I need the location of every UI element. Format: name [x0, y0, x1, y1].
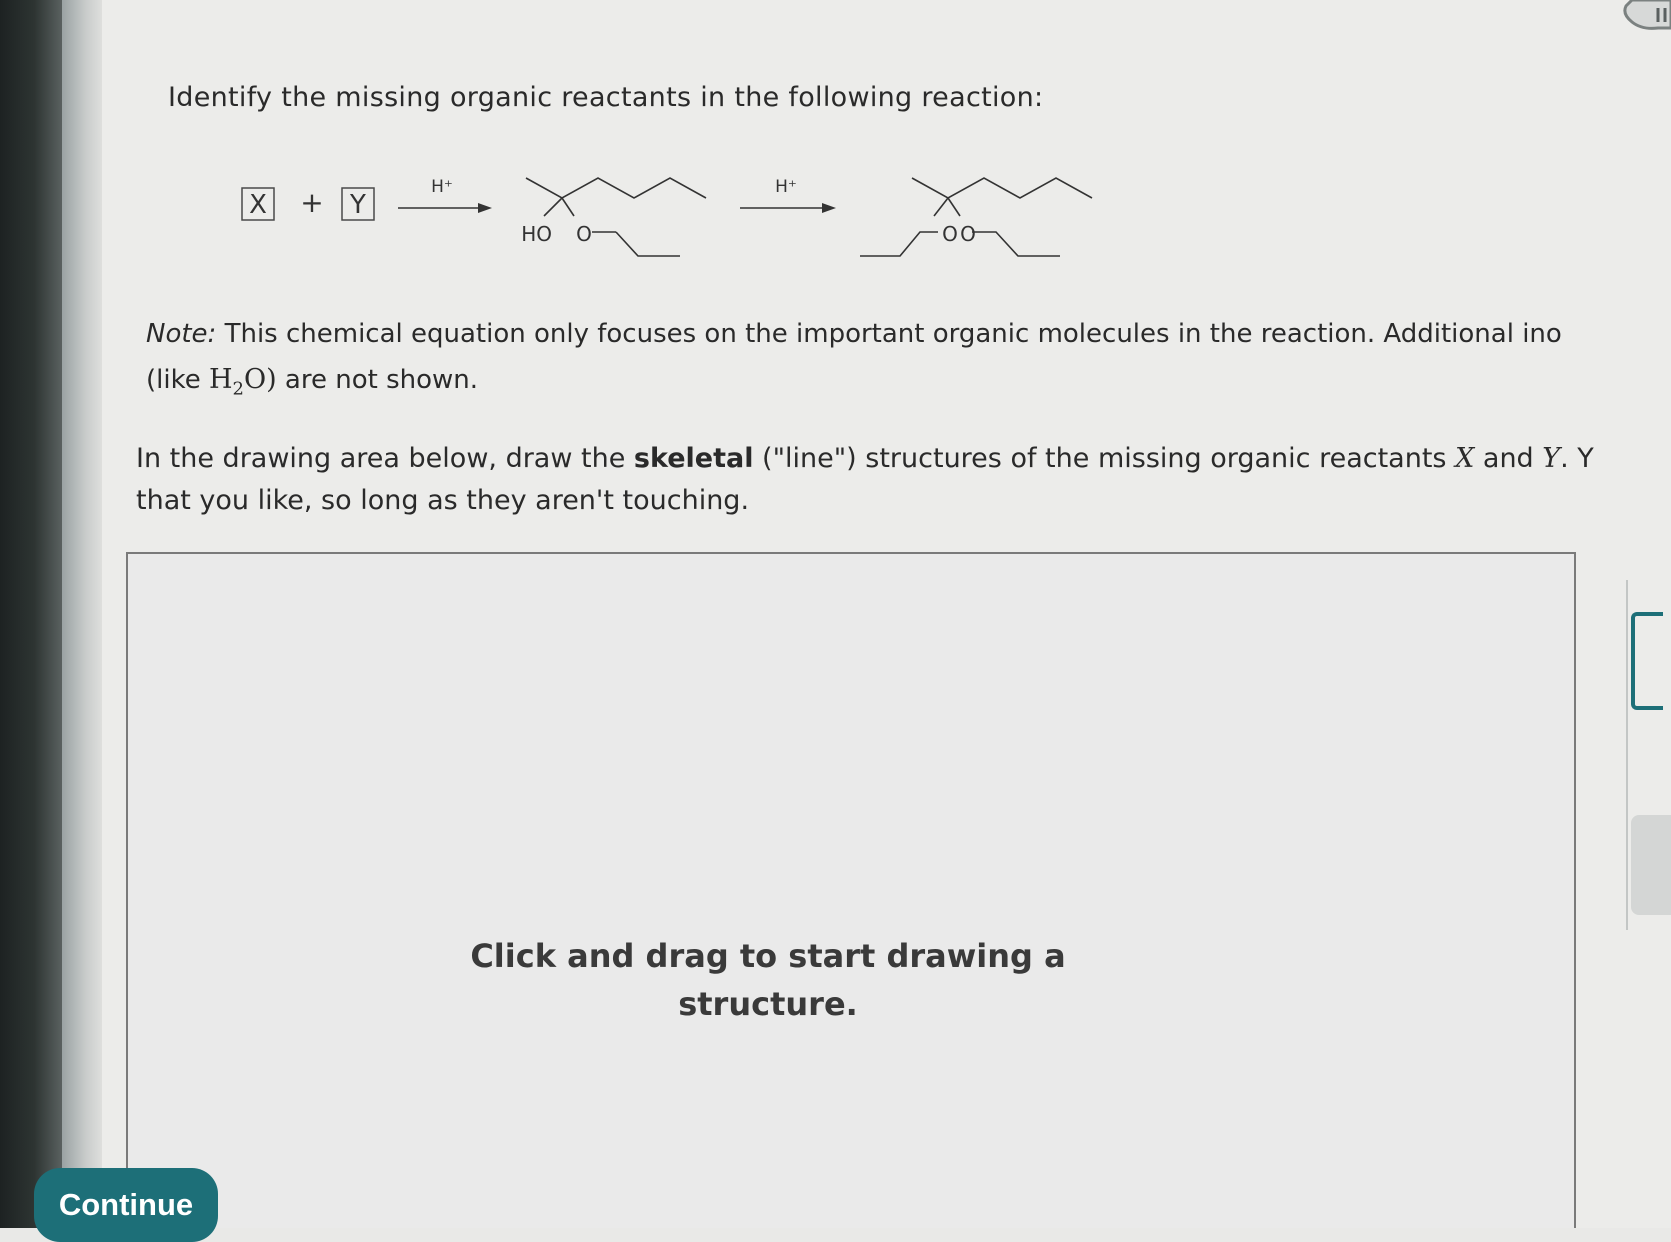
reaction-scheme	[230, 160, 1210, 290]
side-tool-bracket-icon[interactable]	[1631, 612, 1663, 710]
corner-tab-icon[interactable]	[1618, 0, 1671, 40]
box-x[interactable]	[242, 188, 274, 220]
variable-y: Y	[1542, 443, 1561, 474]
note-text-prefix: (like	[146, 365, 209, 395]
water-formula	[208, 364, 277, 400]
monitor-bezel	[0, 0, 62, 1228]
box-y-label: Y	[350, 190, 366, 220]
intermediate-o-label: O	[576, 222, 592, 246]
instructions-line2: that you like, so long as they aren't touching.	[136, 485, 750, 516]
note-text-suffix: are not shown.	[276, 365, 479, 395]
variable-x: X	[1455, 443, 1475, 474]
product-molecule	[860, 178, 1092, 256]
instructions-part3: . Y	[1560, 443, 1594, 474]
note-text-line1: This chemical equation only focuses on the important organic molecules in the reaction. Additional ino	[216, 319, 1562, 349]
instructions-and: and	[1474, 443, 1543, 474]
instructions-part1: In the drawing area below, draw the	[136, 443, 634, 474]
plus-sign: +	[300, 186, 324, 219]
drawing-area[interactable]	[126, 552, 1576, 1228]
note-label: Note:	[146, 319, 217, 349]
instructions-bold: skeletal	[633, 443, 754, 474]
continue-button[interactable]: Continue	[34, 1168, 218, 1242]
instructions-text	[136, 438, 1656, 522]
instructions-part2: ("line") structures of the missing organic reactants	[753, 443, 1456, 474]
product-o1-label: O	[942, 222, 958, 246]
arrow-1	[398, 177, 492, 213]
note-text	[146, 312, 1646, 411]
side-panel-tab[interactable]	[1631, 815, 1671, 915]
question-text: Identify the missing organic reactants in the following reaction:	[168, 82, 1044, 113]
box-y[interactable]	[342, 188, 374, 220]
drawing-area-hint: Click and drag to start drawing a structure.	[470, 937, 1066, 1023]
box-x-label: X	[249, 190, 267, 220]
formula-h: H	[208, 364, 233, 395]
monitor-bezel-edge	[62, 0, 102, 1228]
intermediate-ho-label: HO	[521, 222, 552, 246]
intermediate-molecule	[526, 178, 706, 256]
formula-o: O)	[243, 364, 277, 395]
side-divider	[1626, 580, 1628, 930]
arrow-2-label: H⁺	[775, 177, 797, 197]
arrow-2	[740, 177, 836, 213]
product-o2-label: O	[960, 222, 976, 246]
formula-subscript: 2	[232, 378, 244, 400]
arrow-1-label: H⁺	[431, 177, 453, 197]
